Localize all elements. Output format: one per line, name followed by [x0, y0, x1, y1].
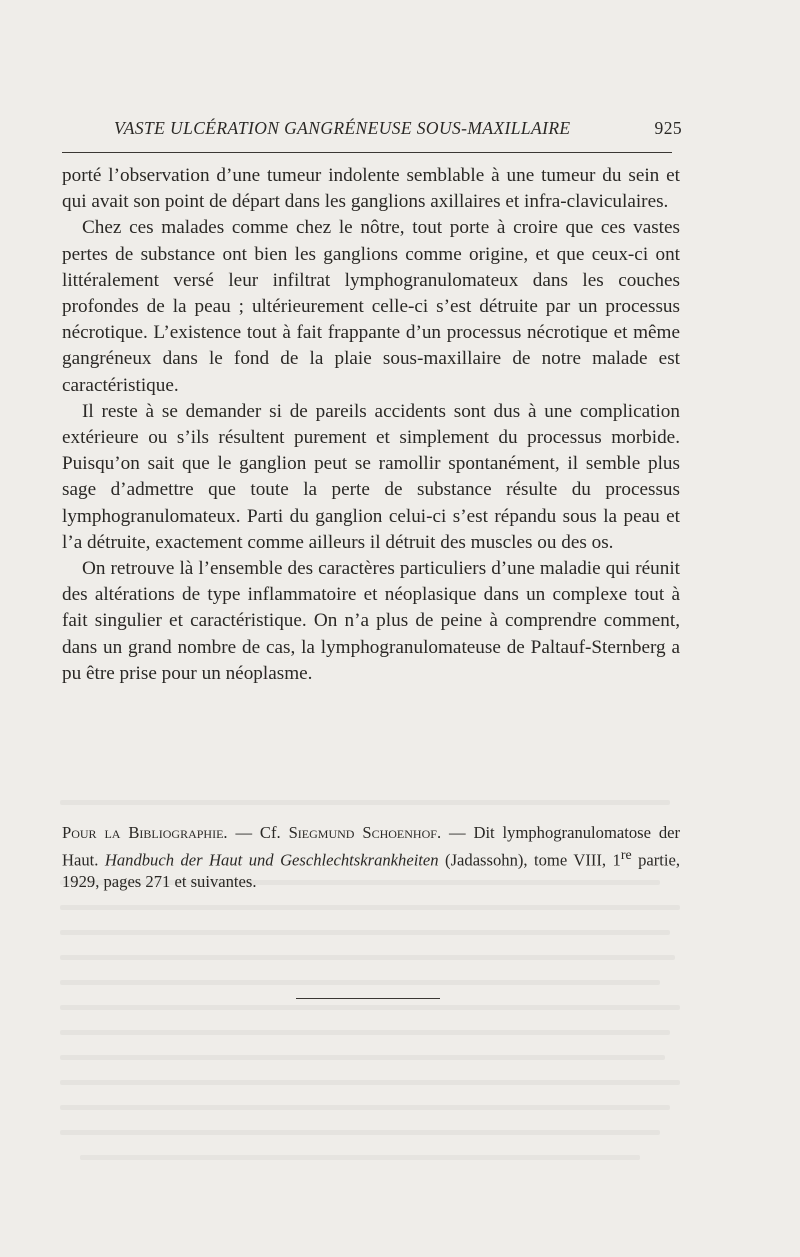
bibliography-dash-1: — Cf. [227, 823, 289, 842]
body-text [62, 163, 680, 687]
bibliography-details-1: (Jadassohn), tome VIII, 1 [438, 850, 621, 870]
bibliography-superscript: re [620, 846, 632, 862]
page-number: 925 [654, 118, 682, 138]
header-rule [62, 152, 672, 153]
paragraph-4: On retrouve là l’ensemble des caractères particuliers d’une maladie qui réunit des altérations de type inflammatoire et néoplasique dans un complexe tout à fait singulier et caractéristique. On n’a plus de peine à comprendre comment, dans un grand nombre de cas, la lymphogranulomateuse de Paltauf-Sternberg a pu être prise pour un néoplasme. [62, 558, 680, 684]
paragraph-3: Il reste à se demander si de pareils accidents sont dus à une complication extérieure ou s’ils résultent purement et simplement du processus morbide. Puisqu’on sait que le ganglion peut se ramollir spontanément, il semble plus sage d’admettre que toute la perte de substance résulte du processus lymphogranulomateux. Parti du ganglion celui-ci s’est répandu sous la peau et l’a détruite, exactement comme ailleurs il détruit des muscles ou des os. [62, 400, 680, 553]
paragraph-1: porté l’observation d’une tumeur indolente semblable à une tumeur du sein et qui avait son point de départ dans les ganglions axillaires et infra-claviculaires. [62, 165, 680, 213]
bibliography-author: Siegmund Schoenhof [288, 823, 437, 842]
bibliography-note [62, 822, 680, 892]
bibliography-dash-2: . — Dit lymphogranulomatose der Haut. [62, 823, 681, 870]
paragraph-2: Chez ces malades comme chez le nôtre, tout porte à croire que ces vastes pertes de substance ont bien les ganglions comme origine, et que ceux-ci ont littéralement versé leur infiltrat lymphogranulomateux dans les couches profondes de la peau ; ultérieurement celle-ci s’est détruite par un processus nécrotique. L’existence tout à fait frappante d’un processus nécrotique et même gangréneux dans le fond de la plaie sous-maxillaire de notre malade est caractéristique. [62, 217, 680, 396]
end-rule [296, 998, 440, 999]
bibliography-book-title: Handbuch der Haut und Geschlechtskrankheiten [104, 850, 439, 870]
bibliography-label: Pour la Bibliographie. [62, 823, 228, 842]
running-head-title: VASTE ULCÉRATION GANGRÉNEUSE SOUS-MAXILLAIRE [114, 118, 571, 138]
bibliography-details-2: partie, 1929, pages 271 et suivantes. [62, 850, 680, 891]
